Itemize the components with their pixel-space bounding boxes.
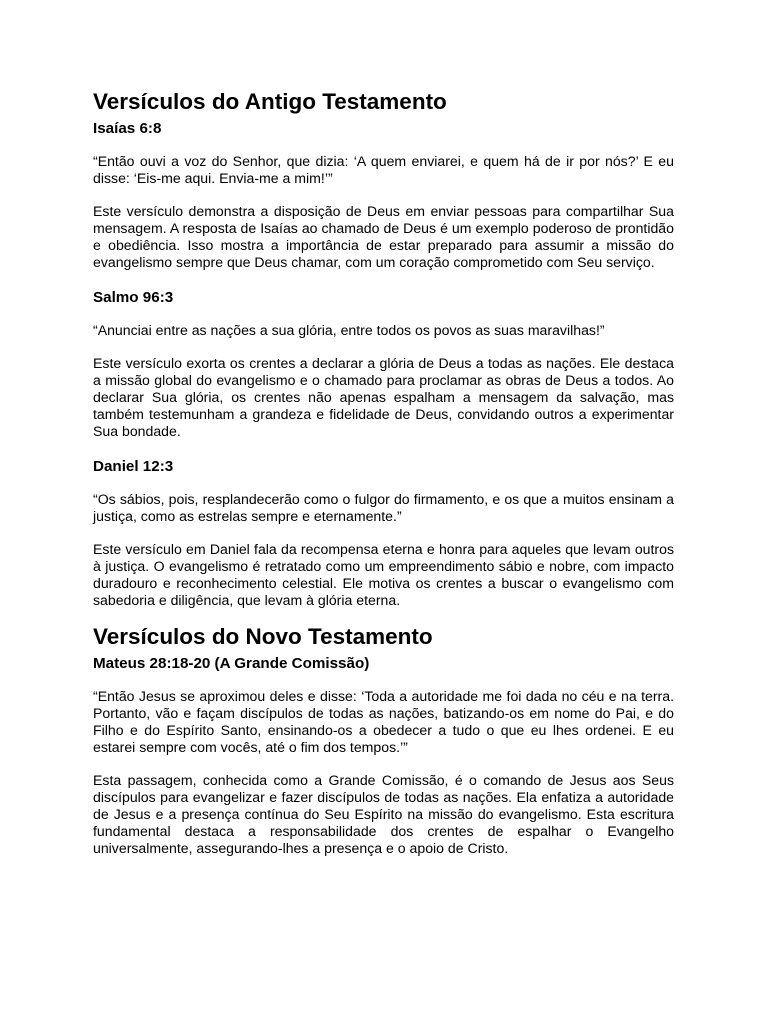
verse-quote-isaias: “Então ouvi a voz do Senhor, que dizia: ‘A quem enviarei, e quem há de ir por nós?’ E eu disse: ‘Eis-me aqui. Envia-me a mim!’” [93, 153, 674, 186]
verse-reference-salmo: Salmo 96:3 [93, 289, 174, 306]
verse-commentary-mateus: Esta passagem, conhecida como a Grande Comissão, é o comando de Jesus aos Seus discípulos para evangelizar e fazer discípulos de todas as nações. Ela enfatiza a autoridade de Jesus e a presença contínua do Seu Espírito na missão do evangelismo. Esta escritura fundamental destaca a responsabilidade dos crentes de espalhar o Evangelho universalmente, assegurando-lhes a presença e o apoio de Cristo. [93, 772, 674, 856]
verse-quote-mateus: “Então Jesus se aproximou deles e disse: ‘Toda a autoridade me foi dada no céu e na terra. Portanto, vão e façam discípulos de todas as nações, batizando-os em nome do Pai, e do Filho e do Espírito Santo, ensinando-os a obedecer a tudo o que eu lhes ordenei. E eu estarei sempre com vocês, até o fim dos tempos.’” [93, 688, 674, 755]
verse-quote-salmo: “Anunciai entre as nações a sua glória, entre todos os povos as suas maravilhas!” [93, 322, 605, 338]
section-title-old-testament: Versículos do Antigo Testamento [93, 89, 447, 114]
verse-commentary-isaias: Este versículo demonstra a disposição de Deus em enviar pessoas para compartilhar Sua mensagem. A resposta de Isaías ao chamado de Deus é um exemplo poderoso de prontidão e obediência. Isso mostra a importância de estar preparado para assumir a missão do evangelismo sempre que Deus chamar, com um coração comprometido com Seu serviço. [93, 203, 674, 270]
section-title-new-testament: Versículos do Novo Testamento [93, 624, 433, 649]
verse-reference-daniel: Daniel 12:3 [93, 458, 174, 475]
verse-quote-daniel: “Os sábios, pois, resplandecerão como o fulgor do firmamento, e os que a muitos ensinam a justiça, como as estrelas sempre e eternamente.” [93, 491, 674, 524]
verse-commentary-daniel: Este versículo em Daniel fala da recompensa eterna e honra para aqueles que levam outros à justiça. O evangelismo é retratado como um empreendimento sábio e nobre, com impacto duradouro e reconhecimento celestial. Ele motiva os crentes a buscar o evangelismo com sabedoria e diligência, que levam à glória eterna. [93, 541, 674, 608]
verse-reference-isaias: Isaías 6:8 [93, 120, 162, 137]
verse-commentary-salmo: Este versículo exorta os crentes a declarar a glória de Deus a todas as nações. Ele destaca a missão global do evangelismo e o chamado para proclamar as obras de Deus a todos. Ao declarar Sua glória, os crentes não apenas espalham a mensagem da salvação, mas também testemunham a grandeza e fidelidade de Deus, convidando outros a experimentar Sua bondade. [93, 355, 674, 439]
verse-reference-mateus: Mateus 28:18-20 (A Grande Comissão) [93, 655, 370, 672]
